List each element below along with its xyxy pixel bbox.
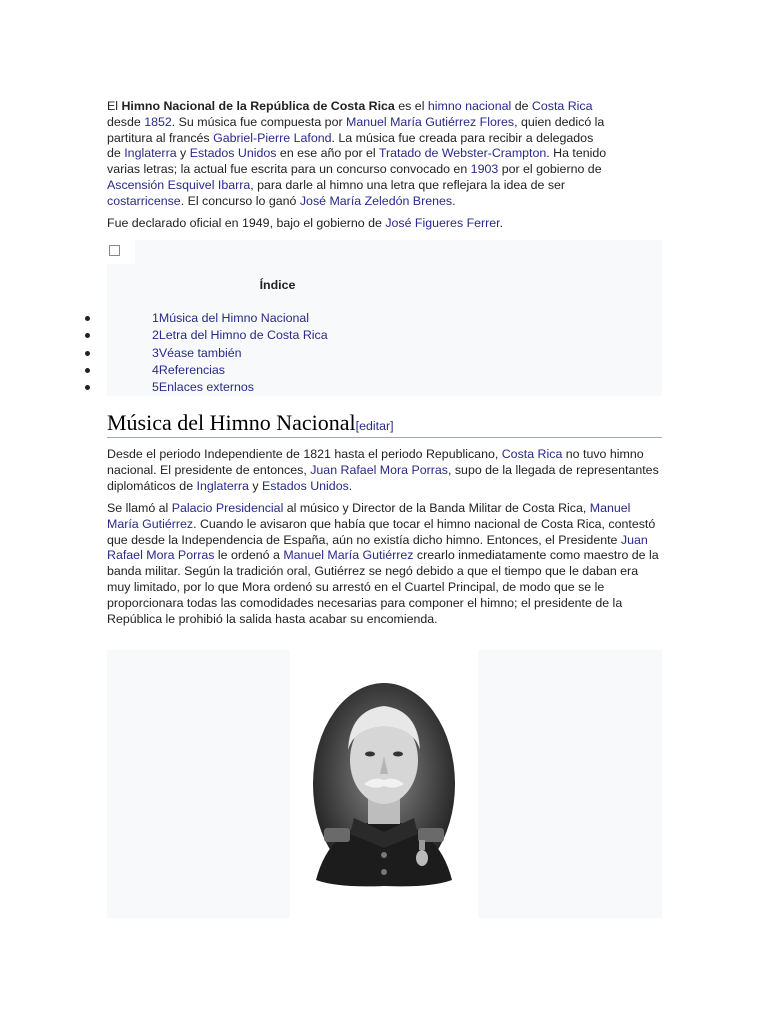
bullet-icon <box>85 351 90 356</box>
text-run: , supo de la llegada de representantes diplomáticos de <box>107 462 659 493</box>
text-run: . Cuando le avisaron que había que tocar el himno nacional de Costa Rica, contestó que desde la Independencia de España, aún no existía dicho himno. Entonces, el Presidente <box>107 516 656 547</box>
inline-link[interactable]: Juan Rafael Mora Porras <box>310 462 448 477</box>
inline-link[interactable]: 1903 <box>470 162 499 177</box>
section-heading-text: Música del Himno Nacional <box>107 410 356 435</box>
text-run: . Su música fue compuesta por <box>171 114 347 129</box>
text-run: por el gobierno de <box>498 162 602 177</box>
inline-link[interactable]: Tratado de Webster-Crampton <box>378 146 547 161</box>
inline-link[interactable]: Palacio Presidencial <box>171 501 284 515</box>
composition-paragraph <box>107 501 662 627</box>
text-run: El <box>107 99 122 113</box>
text-run: le ordenó a <box>214 548 284 563</box>
toc-title: Índice <box>259 278 296 292</box>
text-run: , para darle al himno una letra que reflejara la idea de ser <box>250 177 566 192</box>
portrait-figure <box>107 650 662 918</box>
toc-toggle-checkbox[interactable] <box>109 245 120 256</box>
inline-link[interactable]: Inglaterra <box>124 146 177 161</box>
intro-paragraph <box>107 99 607 210</box>
text-run: y <box>248 478 262 493</box>
text-run: Desde el periodo Independiente de 1821 hasta el periodo Republicano, <box>107 447 502 461</box>
text-run: Fue declarado oficial en 1949, bajo el gobierno de <box>107 216 386 230</box>
inline-link[interactable]: Manuel María Gutiérrez Flores <box>346 114 515 129</box>
inline-link[interactable]: Estados Unidos <box>189 146 277 161</box>
inline-link[interactable]: costarricense <box>107 193 181 208</box>
inline-link[interactable]: Costa Rica <box>501 447 563 461</box>
inline-link[interactable]: Ascensión Esquivel Ibarra <box>107 177 251 192</box>
bullet-icon <box>85 368 90 373</box>
text-run: Se llamó al <box>107 501 172 515</box>
official-paragraph <box>107 216 503 232</box>
history-paragraph <box>107 447 662 494</box>
text-run: no tuvo himno nacional. El presidente de entonces, <box>107 447 644 477</box>
bullet-icon <box>85 316 90 321</box>
section-heading <box>107 410 662 438</box>
bullet-icon <box>85 385 90 390</box>
text-run: al músico y Director de la Banda Militar de Costa Rica, <box>283 501 590 515</box>
inline-link[interactable]: Inglaterra <box>196 478 249 493</box>
text-run: . <box>348 478 353 493</box>
inline-link[interactable]: José María Zeledón Brenes <box>299 193 453 208</box>
inline-link[interactable]: Manuel María Gutiérrez <box>283 548 414 563</box>
text-run: en ese año por el <box>276 146 379 161</box>
inline-link[interactable]: Gabriel-Pierre Lafond <box>213 130 332 145</box>
inline-link[interactable]: Juan Rafael Mora Porras <box>107 532 648 563</box>
text-run: . <box>499 216 504 230</box>
text-run: desde <box>107 114 145 129</box>
text-run: . <box>452 193 456 208</box>
text-run: , quien dedicó la partitura al francés <box>107 114 605 145</box>
text-run: de <box>511 99 532 113</box>
toc-item-1[interactable]: 1Música del Himno Nacional <box>152 311 310 325</box>
bold-text: Himno Nacional de la República de Costa Rica <box>121 99 395 113</box>
toc-item-4[interactable]: 4Referencias <box>152 363 226 377</box>
text-run: . Ha tenido varias letras; la actual fue escrita para un concurso convocado en <box>107 146 607 177</box>
inline-link[interactable]: Costa Rica <box>531 99 593 113</box>
edit-link[interactable]: [editar] <box>355 419 394 433</box>
text-run: . El concurso lo ganó <box>180 193 300 208</box>
bullet-icon <box>85 333 90 338</box>
inline-link[interactable]: Estados Unidos <box>262 478 349 493</box>
inline-link[interactable]: José Figueres Ferrer <box>385 216 500 230</box>
text-run: . La música fue creada para recibir a delegados de <box>107 130 594 161</box>
text-run: y <box>176 146 190 161</box>
inline-link[interactable]: 1852 <box>144 114 172 129</box>
toc-item-3[interactable]: 3Véase también <box>152 346 242 360</box>
text-run: es el <box>394 99 428 113</box>
toc-item-5[interactable]: 5Enlaces externos <box>152 380 254 394</box>
portrait-photo <box>290 650 478 918</box>
inline-link[interactable]: Manuel María Gutiérrez <box>107 501 631 531</box>
text-run: crearlo inmediatamente como maestro de la banda militar. Según la tradición oral, Gutiérrez se negó debido a que el tiempo que le daban era muy limitado, por lo que Mora ordenó su arrestó en el Cuartel Principal, de modo que se le proporcionara todas las comodidades necesarias para componer el himno; el presidente de la República le prohibió la salida hasta acabar su encomienda. <box>107 548 659 626</box>
inline-link[interactable]: himno nacional <box>427 99 512 113</box>
toc-item-2[interactable]: 2Letra del Himno de Costa Rica <box>152 328 328 342</box>
